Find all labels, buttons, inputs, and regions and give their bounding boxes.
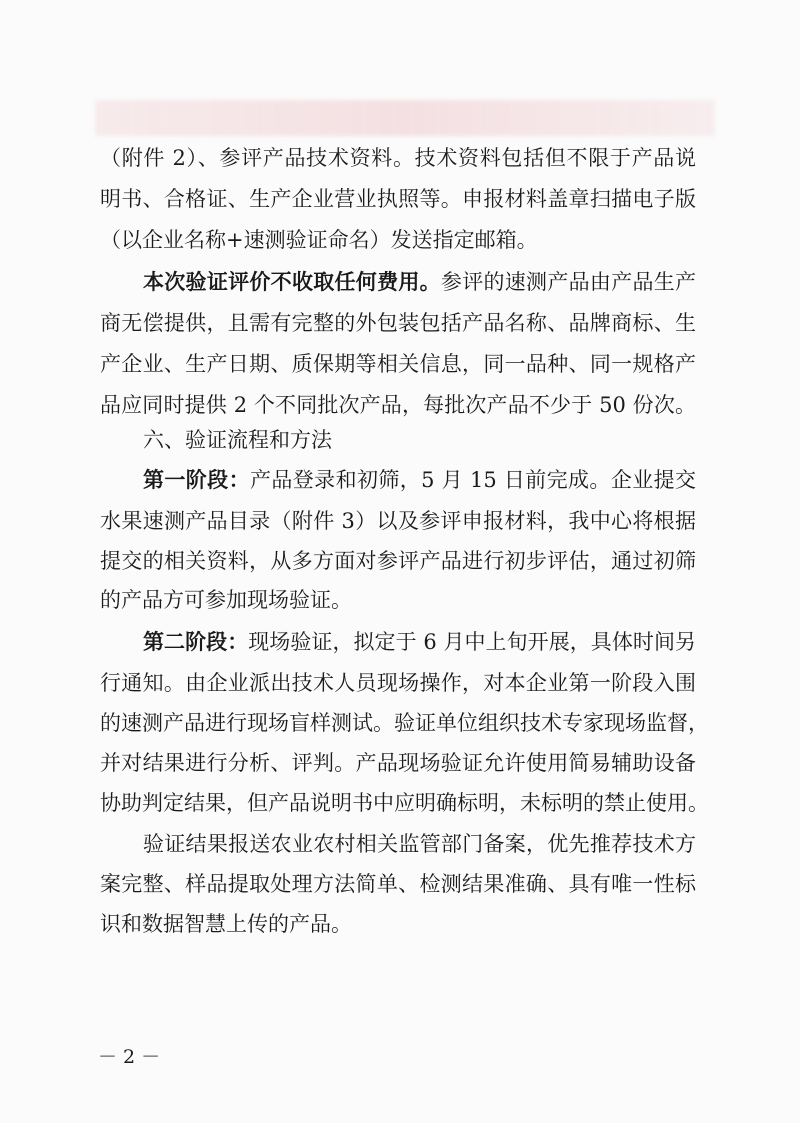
text-line: 协助判定结果，但产品说明书中应明确标明，未标明的禁止使用。 — [100, 791, 709, 815]
bold-lead: 第一阶段： — [143, 467, 250, 492]
paragraph-fee — [143, 268, 696, 296]
text-line: 商无偿提供，且需有完整的外包装包括产品名称、品牌商标、生 — [100, 311, 696, 335]
bold-lead: 第二阶段： — [143, 629, 249, 654]
text-line: 识和数据智慧上传的产品。 — [100, 912, 352, 936]
text-line: （以企业名称+速测验证命名）发送指定邮箱。 — [100, 228, 538, 252]
text-run: 产品登录和初筛，5 月 15 日前完成。企业提交 — [249, 468, 697, 492]
text-line: （附件 2）、参评产品技术资料。技术资料包括但不限于产品说 — [100, 146, 696, 170]
paragraph-stage-1 — [143, 466, 696, 494]
text-line: 案完整、样品提取处理方法简单、检测结果准确、具有唯一性标 — [100, 872, 696, 896]
bold-lead: 本次验证评价不收取任何费用。 — [143, 269, 441, 294]
text-line: 水果速测产品目录（附件 3）以及参评申报材料，我中心将根据 — [100, 509, 696, 533]
text-line: 品应同时提供 2 个不同批次产品，每批次产品不少于 50 份次。 — [100, 393, 696, 417]
text-line: 的产品方可参加现场验证。 — [100, 588, 352, 612]
page-number: － 2 － — [98, 1046, 161, 1068]
section-heading: 六、验证流程和方法 — [143, 428, 332, 452]
text-line: 行通知。由企业派出技术人员现场操作，对本企业第一阶段入围 — [100, 671, 696, 695]
text-line: 并对结果进行分析、评判。产品现场验证允许使用简易辅助设备 — [100, 751, 696, 775]
text-line: 产企业、生产日期、质保期等相关信息，同一品种、同一规格产 — [100, 352, 696, 376]
text-line: 提交的相关资料，从多方面对参评产品进行初步评估，通过初筛 — [100, 549, 696, 573]
text-run: 参评的速测产品由产品生产 — [440, 270, 697, 294]
paragraph-stage-2 — [143, 628, 696, 656]
red-header-bleed-through — [95, 100, 715, 136]
text-line: 明书、合格证、生产企业营业执照等。申报材料盖章扫描电子版 — [100, 187, 696, 211]
text-line: 验证结果报送农业农村相关监管部门备案，优先推荐技术方 — [143, 832, 696, 856]
text-run: 现场验证，拟定于 6 月中上旬开展，具体时间另 — [248, 630, 696, 654]
text-line: 的速测产品进行现场盲样测试。验证单位组织技术专家现场监督， — [100, 711, 709, 735]
